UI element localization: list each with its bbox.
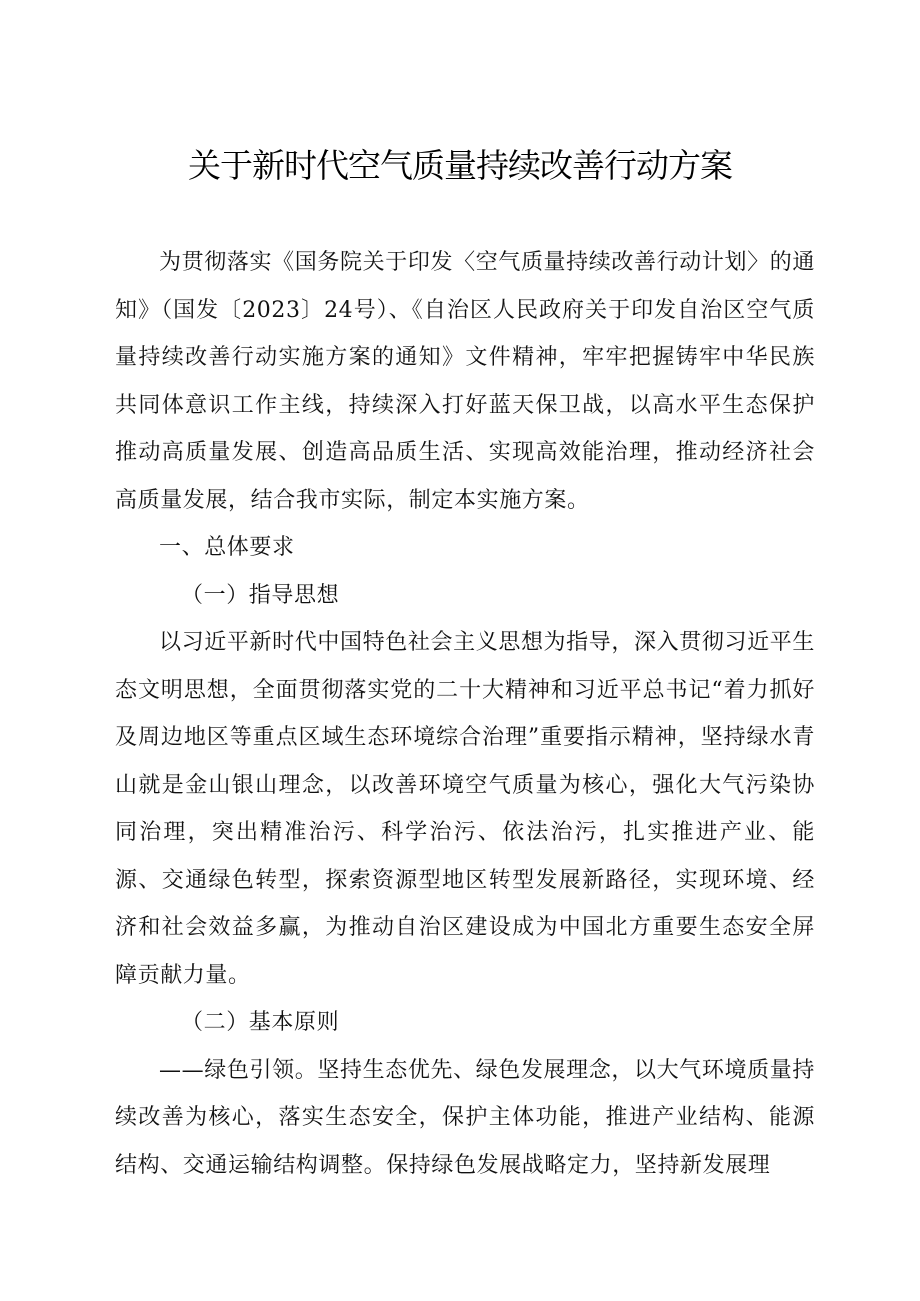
section-heading-general-requirements: 一、总体要求 bbox=[159, 535, 295, 560]
document-body bbox=[115, 239, 815, 1189]
green-leadership-paragraph: ——绿色引领。坚持生态优先、绿色发展理念，以大气环境质量持续改善为核心，落实生态安全，保护主体功能，推进产业结构、能源结构、交通运输结构调整。保持绿色发展战略定力，坚持新发展理 bbox=[115, 1057, 815, 1178]
guiding-ideology-paragraph: 以习近平新时代中国特色社会主义思想为指导，深入贯彻习近平生态文明思想，全面贯彻落实党的二十大精神和习近平总书记“着力抓好及周边地区等重点区域生态环境综合治理”重要指示精神，坚持绿水青山就是金山银山理念，以改善环境空气质量为核心，强化大气污染协同治理，突出精准治污、科学治污、依法治污，扎实推进产业、能源、交通绿色转型，探索资源型地区转型发展新路径，实现环境、经济和社会效益多赢，为推动自治区建设成为中国北方重要生态安全屏障贡献力量。 bbox=[115, 630, 815, 988]
subsection-heading-guiding-ideology: （一）指导思想 bbox=[181, 582, 340, 608]
intro-paragraph: 为贯彻落实《国务院关于印发〈空气质量持续改善行动计划〉的通知》（国发〔2023〕24号）、《自治区人民政府关于印发自治区空气质量持续改善行动实施方案的通知》文件精神，牢牢把握铸牢中华民族共同体意识工作主线，持续深入打好蓝天保卫战，以高水平生态保护推动高质量发展、创造高品质生活、实现高效能治理，推动经济社会高质量发展，结合我市实际，制定本实施方案。 bbox=[115, 250, 815, 513]
subsection-heading-basic-principles: （二）基本原则 bbox=[181, 1010, 340, 1035]
document-title: 关于新时代空气质量持续改善行动方案 bbox=[188, 146, 732, 185]
